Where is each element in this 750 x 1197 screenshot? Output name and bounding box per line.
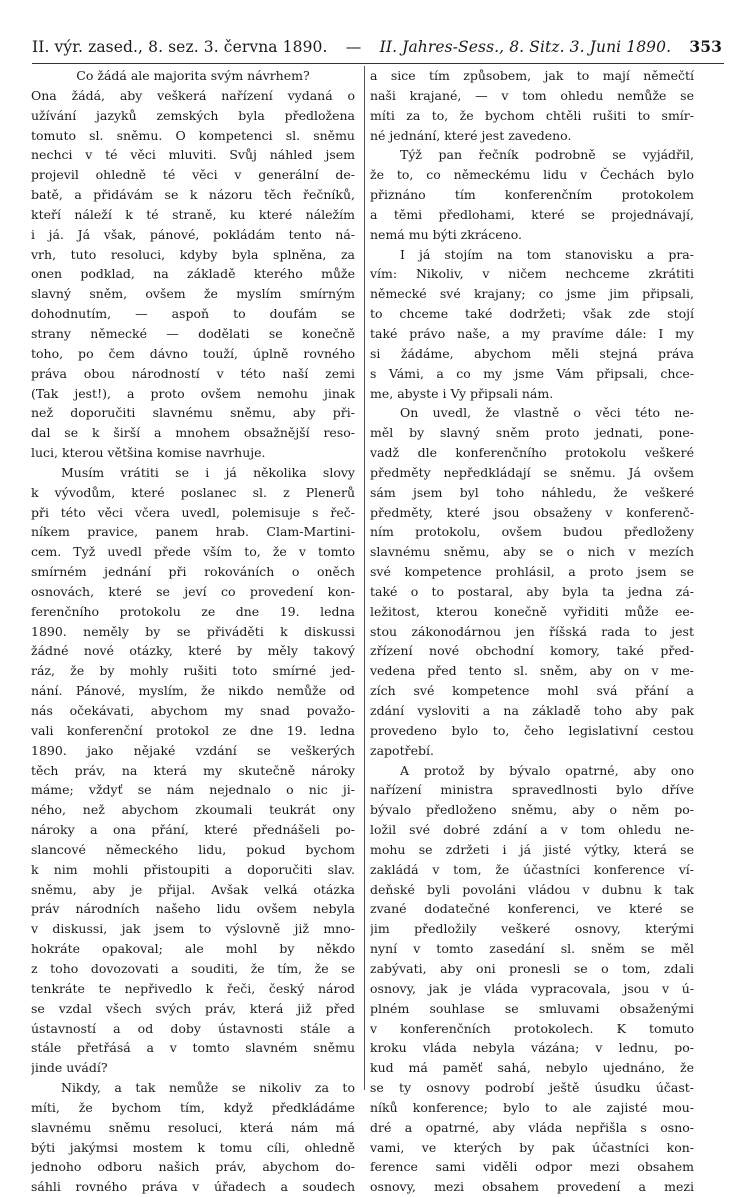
text-line: 1890. jako nějaké vzdání se veškerých [31,742,355,758]
text-line: nechci v té věci mluviti. Svůj náhled jsem [31,147,355,163]
text-line: sáhli rovného práva v úřadech a soudech [31,1179,355,1195]
text-line: projevil ohledně té věci v generální de- [31,167,355,183]
text-line: nyní v tomto zasedání sl. sněm se měl [370,941,694,957]
left-column [31,66,355,1197]
text-line: On uvedl, že vlastně o věci této ne- [400,405,694,421]
text-line: také právo naše, a my pravíme dále: I my [370,325,694,341]
page-number: 353 [689,37,722,56]
text-line: dal se k širší a mnohem obsažnější reso- [31,425,355,441]
text-line: toho, po čem dávno touží, úplně rovného [31,345,355,361]
column-divider [364,66,365,1090]
text-line: přiznáno tím konferenčním protokolem [370,187,694,203]
text-line: práva obou národností v této naší zemi [31,365,355,381]
text-line: předměty, které jsou obsaženy v konferenč- [370,504,694,520]
text-line: 1890. neměly by se přiváděti k diskussi [31,623,355,639]
text-line: níků konference; bylo to ale zajisté mou- [370,1099,694,1115]
text-line: jednoho odboru našich práv, abychom do- [31,1159,355,1175]
text-line: k vývodům, které poslanec sl. z Plenerů [31,484,355,500]
text-line: máme; vždyť se nám nejednalo o nic ji- [31,782,355,798]
text-line: si žádáme, abychom měli stejná práva [370,345,694,361]
text-line: také o to postaral, aby byla ta jedna zá- [370,583,694,599]
text-line: zvané dodatečné konferenci, ve které se [370,901,694,917]
text-line: slavnému sněmu, aby se o nich v mezích [370,544,694,560]
text-line: z toho dovozovati a souditi, že tím, že se [31,960,355,976]
text-line: měl by slavný sněm proto jednati, pone- [370,425,694,441]
text-line: v diskussi, jak jsem to výslovně již mno- [31,921,355,937]
text-line: nání. Pánové, myslím, že nikdo nemůže od [31,683,355,699]
text-line: tomuto sl. sněmu. O kompetenci sl. sněmu [31,127,355,143]
text-line: ného, než abychom zkoumali teukrát ony [31,802,355,818]
text-line: me, abyste i Vy připsali nám. [370,385,554,401]
text-line: ním protokolu, ovšem budou předloženy [370,524,694,540]
text-line: ference sami viděli odpor mezi obsahem [370,1159,694,1175]
text-line: své kompetence prohlásil, a proto jsem se [370,564,694,580]
text-line: onen podklad, na základě kterého může [31,266,355,282]
text-line: tenkráte te nepřivedlo k řeči, český národ [31,980,355,996]
text-line: ráz, že by mohly rušiti toto smírné jed- [31,663,355,679]
text-line: vrh, tuto resoluci, kdyby byla splněna, za [31,246,355,262]
text-line: nároky a ona přání, které přednášeli po- [31,822,355,838]
text-line: že to, co německému lidu v Čechách bylo [370,167,694,183]
text-line: osnovy, jak je vláda vypracovala, jsou v ú- [370,980,694,996]
text-line: I já stojím na tom stanovisku a pra- [400,246,694,262]
text-line: vadž dle konferenčního protokolu veškeré [370,445,694,461]
text-line: a sice tím způsobem, jak to mají němečtí [370,68,694,83]
text-line: luci, kterou většina komise navrhuje. [31,445,266,461]
text-line: se vzdal všech svých práv, která již před [31,1000,355,1016]
text-line: zakládá v tom, že účastníci konference ví- [370,861,694,877]
text-line: i já. Já však, pánové, pokládám tento ná- [31,226,355,242]
text-line: A protož by bývalo opatrné, aby ono [400,762,694,778]
text-line: Ona žádá, aby veškerá nařízení vydaná o [31,87,355,103]
text-line: těch práv, na která my skutečně nároky [31,762,355,778]
text-line: jim předložily veškeré osnovy, kterými [370,921,694,937]
text-line: vami, ve kterých by pak účastníci kon- [370,1139,694,1155]
text-line: vedena před tento sl. sněm, aby on v me- [370,663,694,679]
header-rule [32,63,724,64]
text-line: se ty osnovy podrobí ještě úsudku účast- [370,1080,694,1096]
text-line: ferenčního protokolu ze dne 19. ledna [31,603,355,619]
text-line: to chceme také dodržeti; však zde stojí [370,306,694,322]
text-line: jinde uvádí? [31,1060,108,1076]
text-line: batě, a přidávám se k názoru těch řečníků, [31,187,355,203]
text-line: mohu se zdržeti i já jisté výtky, která se [370,841,694,857]
header-dash: — [345,38,362,56]
text-line: (Tak jest!), a proto ovšem nemohu jinak [31,385,355,401]
running-header [32,37,722,59]
text-line: k nim mohli přistoupiti a doporučiti slav. [31,861,355,877]
text-line: zích své kompetence mohl svá přání a [370,683,694,699]
text-line: býti jakýmsi mostem k tomu cíli, ohledně [31,1139,355,1155]
text-line: cem. Tyž uvedl přede vším to, že v tomto [31,544,355,560]
text-line: při této věci včera uvedl, polemisuje s řeč- [31,504,355,520]
text-line: slavný sněm, ovšem že myslím smírným [31,286,355,302]
text-line: v konferenčních protokolech. K tomuto [370,1020,694,1036]
text-line: práv národních našeho lidu ovšem nebyla [31,901,355,917]
text-line: ležitost, kterou konečně vyřiditi může ee- [370,603,694,619]
header-german: II. Jahres-Sess., 8. Sitz. 3. Juni 1890. [379,38,672,56]
text-line: osnovách, které se jeví co provedení kon- [31,583,355,599]
text-line: zabývati, aby oni pronesli se o tom, zdali [370,960,694,976]
text-line: níkem pravice, panem hrab. Clam-Martini- [31,524,355,540]
text-line: kud má paměť sahá, nebylo ujednáno, že [370,1060,694,1076]
text-line: strany německé — dodělati se konečně [31,325,355,341]
text-line: slavnému sněmu resoluci, která nám má [31,1119,355,1135]
text-line: dohodnutím, — aspoň to doufám se [31,306,355,322]
text-line: nemá mu býti zkráceno. [370,226,522,242]
text-line: provedeno bylo to, čeho legislativní cestou [370,722,694,738]
text-line: s Vámi, a co my jsme Vám připsali, chce- [370,365,694,381]
text-line: deňské byli povoláni vládou v dubnu k tak [370,881,694,897]
text-line: hokráte opakoval; ale mohl by někdo [31,941,355,957]
text-line: vím: Nikoliv, v ničem nechceme zkrátiti [370,266,694,282]
text-line: stále přetřásá a v tomto slavném sněmu [31,1040,355,1056]
text-line: stou zákonodárnou jen říšská rada to jest [370,623,694,639]
text-line: bývalo předloženo sněmu, aby o něm po- [370,802,694,818]
right-column [370,66,694,1197]
text-line: zřízení nové obchodní komory, také před- [370,643,694,659]
text-line: míti, že bychom tím, když předkládáme [31,1099,355,1115]
text-line: než doporučiti slavnému sněmu, aby při- [31,405,355,421]
text-line: ložil své dobré zdání a v tom ohledu ne- [370,822,694,838]
text-line: sám jsem byl toho náhledu, že veškeré [370,484,694,500]
text-line: německé své krajany; co jsme jim připsali, [370,286,694,302]
text-line: nařízení ministra spravedlnosti bylo dříve [370,782,694,798]
text-line: zapotřebí. [370,742,434,758]
text-line: ústavností a od doby ústavnosti stále a [31,1020,355,1036]
text-line: předměty nepředkládají se sněmu. Já ovšem [370,464,694,480]
text-line: slancové německého lidu, pokud bychom [31,841,355,857]
text-line: kroku vláda nebyla vázána; v lednu, po- [370,1040,694,1056]
text-line: Nikdy, a tak nemůže se nikoliv za to [61,1080,355,1096]
text-line: naši krajané, — v tom ohledu nemůže se [370,87,694,103]
text-line: žádné nové otázky, které by měly takový [31,643,355,659]
header-czech: II. výr. zased., 8. sez. 3. června 1890. [32,38,328,56]
text-line: plném souhlase se smluvami obsaženými [370,1000,694,1016]
text-line: sněmu, aby je přijal. Avšak velká otázka [31,881,355,897]
text-line: míti za to, že bychom chtěli rušiti to smír- [370,107,694,123]
text-line: vali konferenční protokol ze dne 19. ledna [31,722,355,738]
text-line: užívání jazyků zemských byla předložena [31,107,355,123]
text-line: Co žádá ale majorita svým návrhem? [76,68,310,83]
text-line: Musím vrátiti se i já několika slovy [61,464,355,480]
text-line: dré a opatrné, aby vláda nepřišla s osno- [370,1119,694,1135]
text-line: a těmi předlohami, které se projednávají, [370,206,694,222]
text-line: né jednání, které jest zavedeno. [370,127,572,143]
text-line: nás očekávati, abychom my snad považo- [31,703,355,718]
text-line: kteří náleží k té straně, ku které náležím [31,206,355,222]
text-line: zdání vysloviti a na základě toho aby pak [370,703,694,718]
text-line: smírném jednání při rokováních o oněch [31,564,355,580]
text-line: Týž pan řečník podrobně se vyjádřil, [400,147,694,163]
text-line: osnovy, mezi obsahem provedení a mezi [370,1179,694,1195]
